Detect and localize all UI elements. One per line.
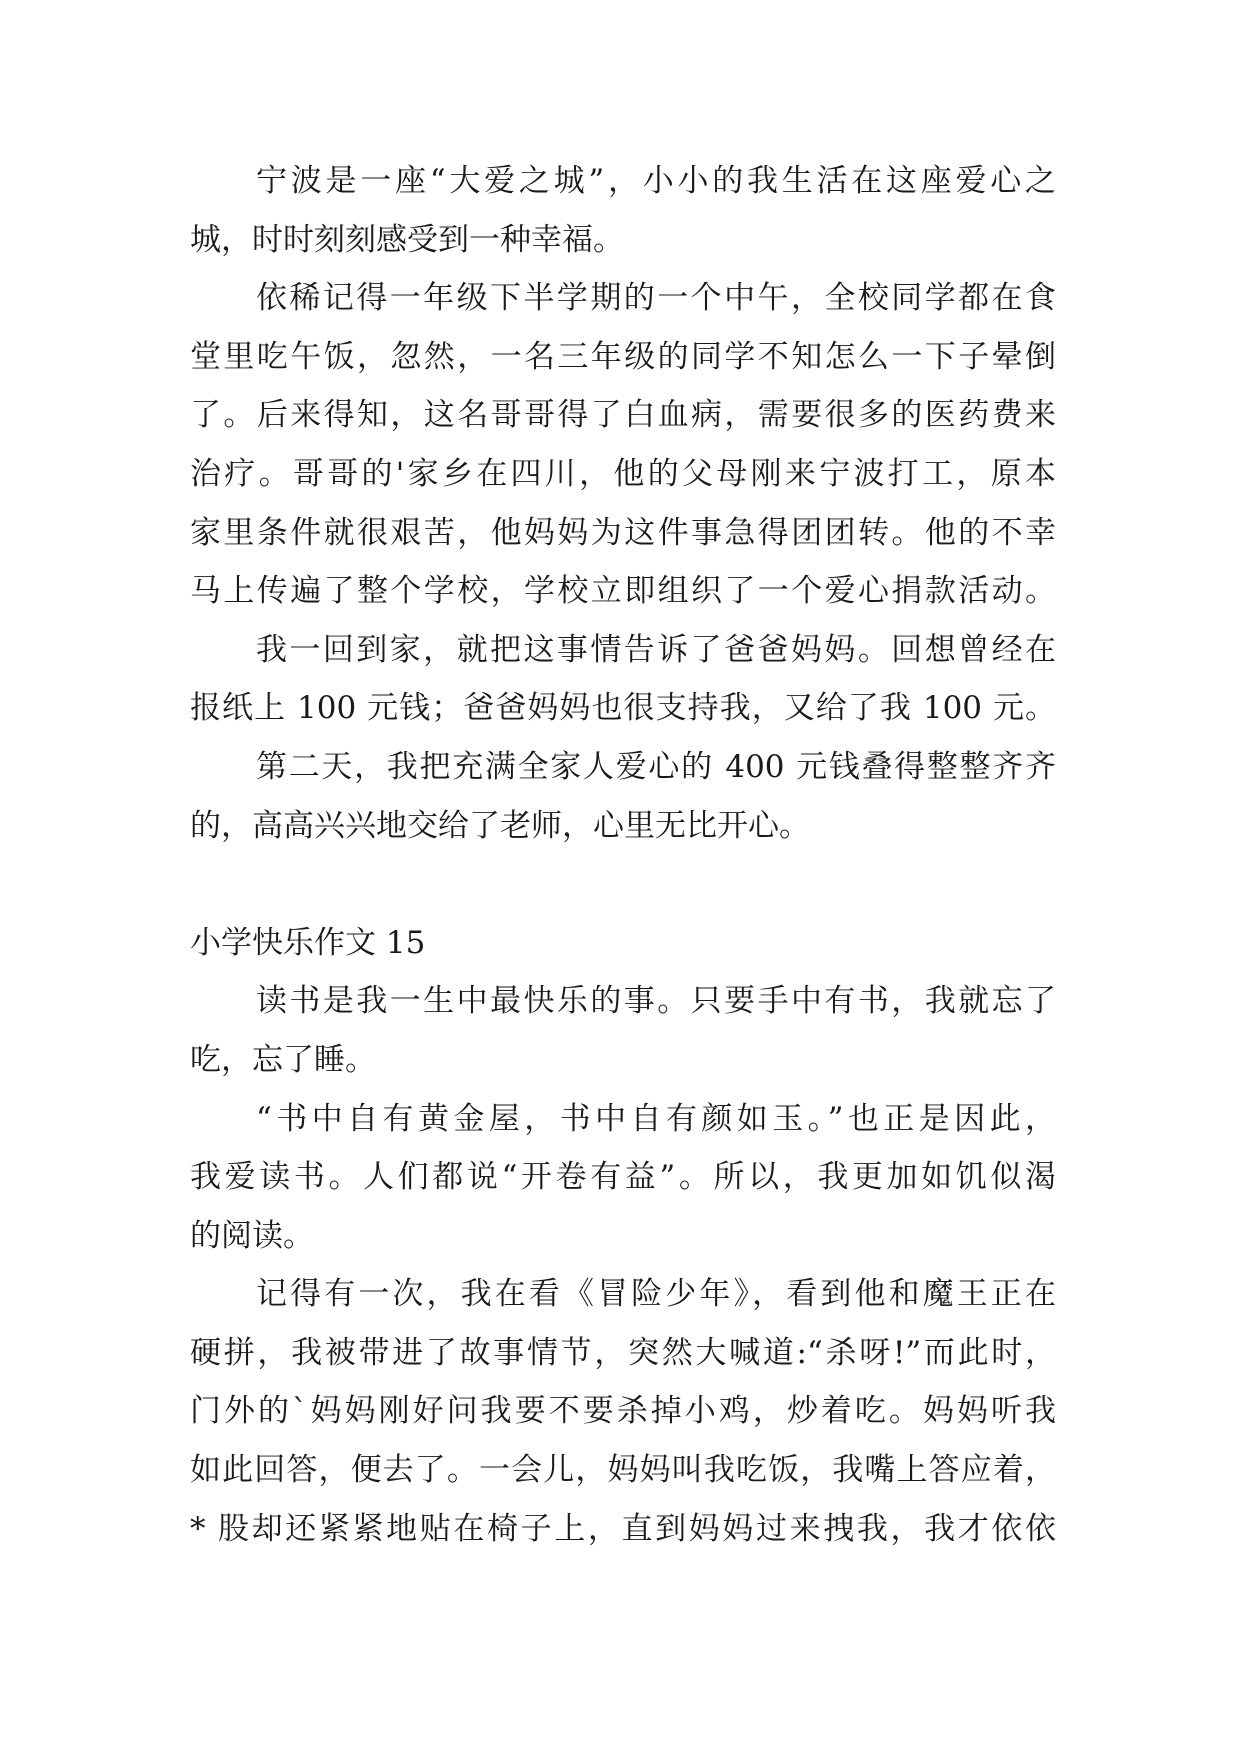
text-line: 马上传遍了整个学校，学校立即组织了一个爱心捐款活动。: [190, 573, 1056, 610]
document-body: [190, 152, 1056, 1558]
text-line: 我一回到家，就把这事情告诉了爸爸妈妈。回想曾经在: [256, 631, 1056, 668]
text-line: 宁波是一座“大爱之城”，小小的我生活在这座爱心之: [256, 163, 1056, 199]
text-line: 硬拼，我被带进了故事情节，突然大喊道:“杀呀!”而此时，: [190, 1334, 1056, 1371]
text-line: 第二天，我把充满全家人爱心的 400 元钱叠得整整齐齐: [256, 748, 1056, 785]
text-line: 门外的`妈妈刚好问我要不要杀掉小鸡，炒着吃。妈妈听我: [190, 1393, 1056, 1430]
text-line: 读书是我一生中最快乐的事。只要手中有书，我就忘了: [256, 983, 1056, 1020]
text-line: 报纸上 100 元钱；爸爸妈妈也很支持我，又给了我 100 元。: [190, 690, 1056, 727]
text-line: 依稀记得一年级下半学期的一个中午，全校同学都在食: [256, 280, 1056, 317]
text-line: 如此回答，便去了。一会儿，妈妈叫我吃饭，我嘴上答应着，: [190, 1452, 1056, 1489]
text-line: 城，时时刻刻感受到一种幸福。: [190, 221, 624, 258]
text-line: 家里条件就很艰苦，他妈妈为这件事急得团团转。他的不幸: [190, 514, 1056, 551]
text-line: 堂里吃午饭，忽然，一名三年级的同学不知怎么一下子晕倒: [190, 338, 1056, 375]
text-line: 的，高高兴兴地交给了老师，心里无比开心。: [190, 807, 810, 844]
text-line: 的阅读。: [190, 1217, 314, 1254]
text-line: 我爱读书。人们都说“开卷有益”。所以，我更加如饥似渴: [190, 1159, 1056, 1196]
text-line: 治疗。哥哥的'家乡在四川，他的父母刚来宁波打工，原本: [190, 455, 1056, 492]
text-line: 了。后来得知，这名哥哥得了白血病，需要很多的医药费来: [190, 397, 1056, 434]
section-title: 小学快乐作文 15: [190, 924, 426, 961]
text-line: * 股却还紧紧地贴在椅子上，直到妈妈过来拽我，我才依依: [190, 1510, 1056, 1547]
section-gap: [190, 855, 1056, 914]
text-line: “书中自有黄金屋，书中自有颜如玉。”也正是因此，: [256, 1100, 1056, 1137]
text-line: 吃，忘了睡。: [190, 1041, 376, 1078]
text-line: 记得有一次，我在看《冒险少年》，看到他和魔王正在: [256, 1276, 1056, 1313]
